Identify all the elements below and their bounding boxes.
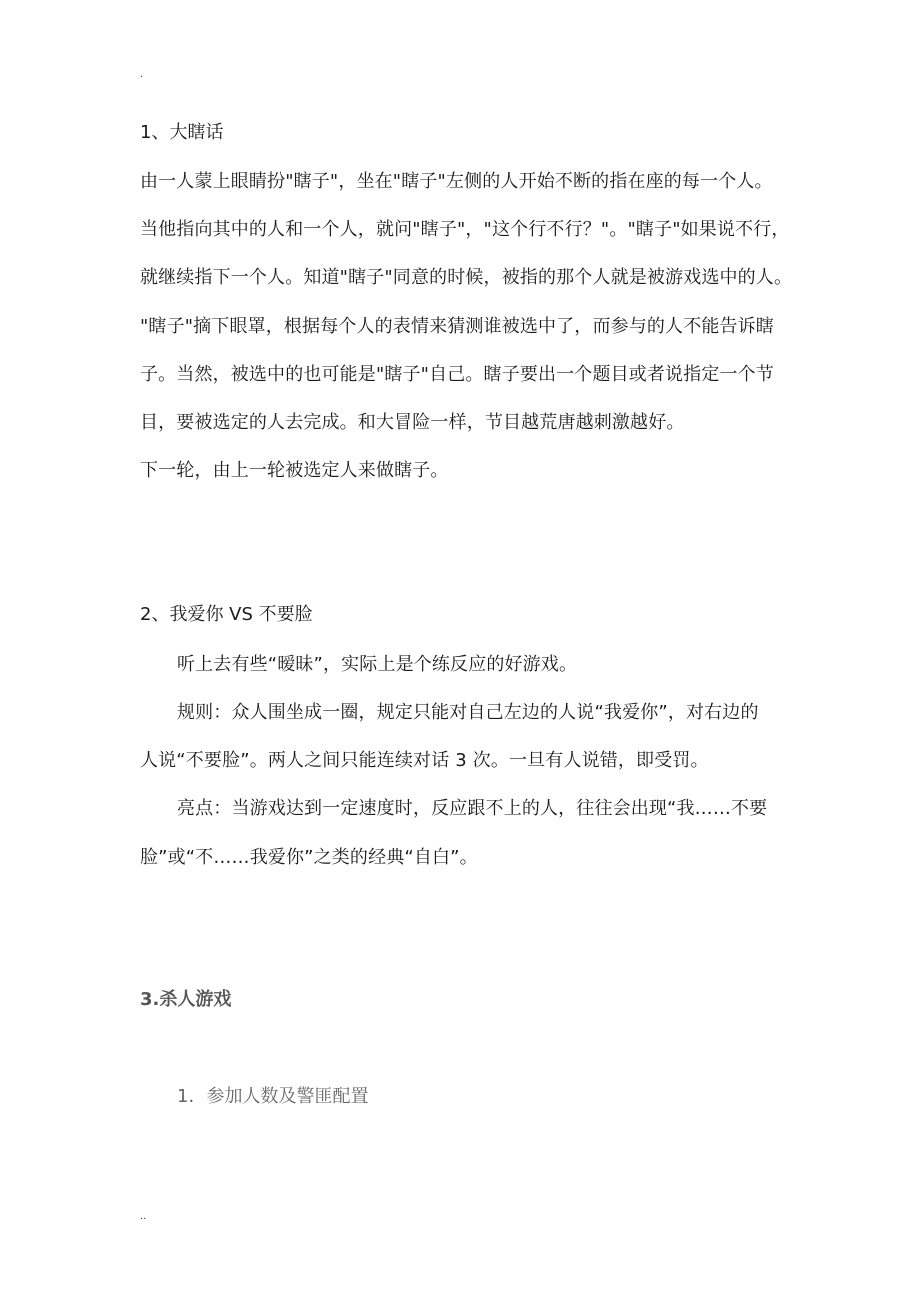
section1-title: 1、大瞎话 <box>140 122 224 143</box>
section2-line-5: 脸”或“不……我爱你”之类的经典“自白”。 <box>140 847 478 868</box>
section3-title: 3.杀人游戏 <box>140 989 232 1010</box>
section1-line-1: 由一人蒙上眼睛扮"瞎子"，坐在"瞎子"左侧的人开始不断的指在座的每一个人。 <box>140 171 773 192</box>
section3-subtitle: 1．参加人数及警匪配置 <box>177 1086 369 1107</box>
section1-line-7: 下一轮，由上一轮被选定人来做瞎子。 <box>140 460 449 481</box>
section2-line-2: 规则：众人围坐成一圈，规定只能对自己左边的人说“我爱你”，对右边的 <box>177 702 759 723</box>
section2-line-3: 人说“不要脸”。两人之间只能连续对话 3 次。一旦有人说错，即受罚。 <box>140 750 709 771</box>
section2-title: 2、我爱你 VS 不要脸 <box>140 604 313 625</box>
section1-line-6: 目，要被选定的人去完成。和大冒险一样，节目越荒唐越刺激越好。 <box>140 412 685 433</box>
header-mark: . <box>140 69 144 80</box>
section1-line-4: "瞎子"摘下眼罩，根据每个人的表情来猜测谁被选中了，而参与的人不能告诉瞎 <box>140 316 774 337</box>
section2-line-4: 亮点：当游戏达到一定速度时，反应跟不上的人，往往会出现“我……不要 <box>177 798 768 819</box>
footer-mark: .. <box>140 1211 147 1222</box>
section1-line-3: 就继续指下一个人。知道"瞎子"同意的时候，被指的那个人就是被游戏选中的人。 <box>140 267 793 288</box>
section1-line-2: 当他指向其中的人和一个人，就问"瞎子"，"这个行不行？"。"瞎子"如果说不行， <box>140 219 790 240</box>
section1-line-5: 子。当然，被选中的也可能是"瞎子"自己。瞎子要出一个题目或者说指定一个节 <box>140 364 774 385</box>
section2-line-1: 听上去有些“暧昧”，实际上是个练反应的好游戏。 <box>177 654 578 675</box>
